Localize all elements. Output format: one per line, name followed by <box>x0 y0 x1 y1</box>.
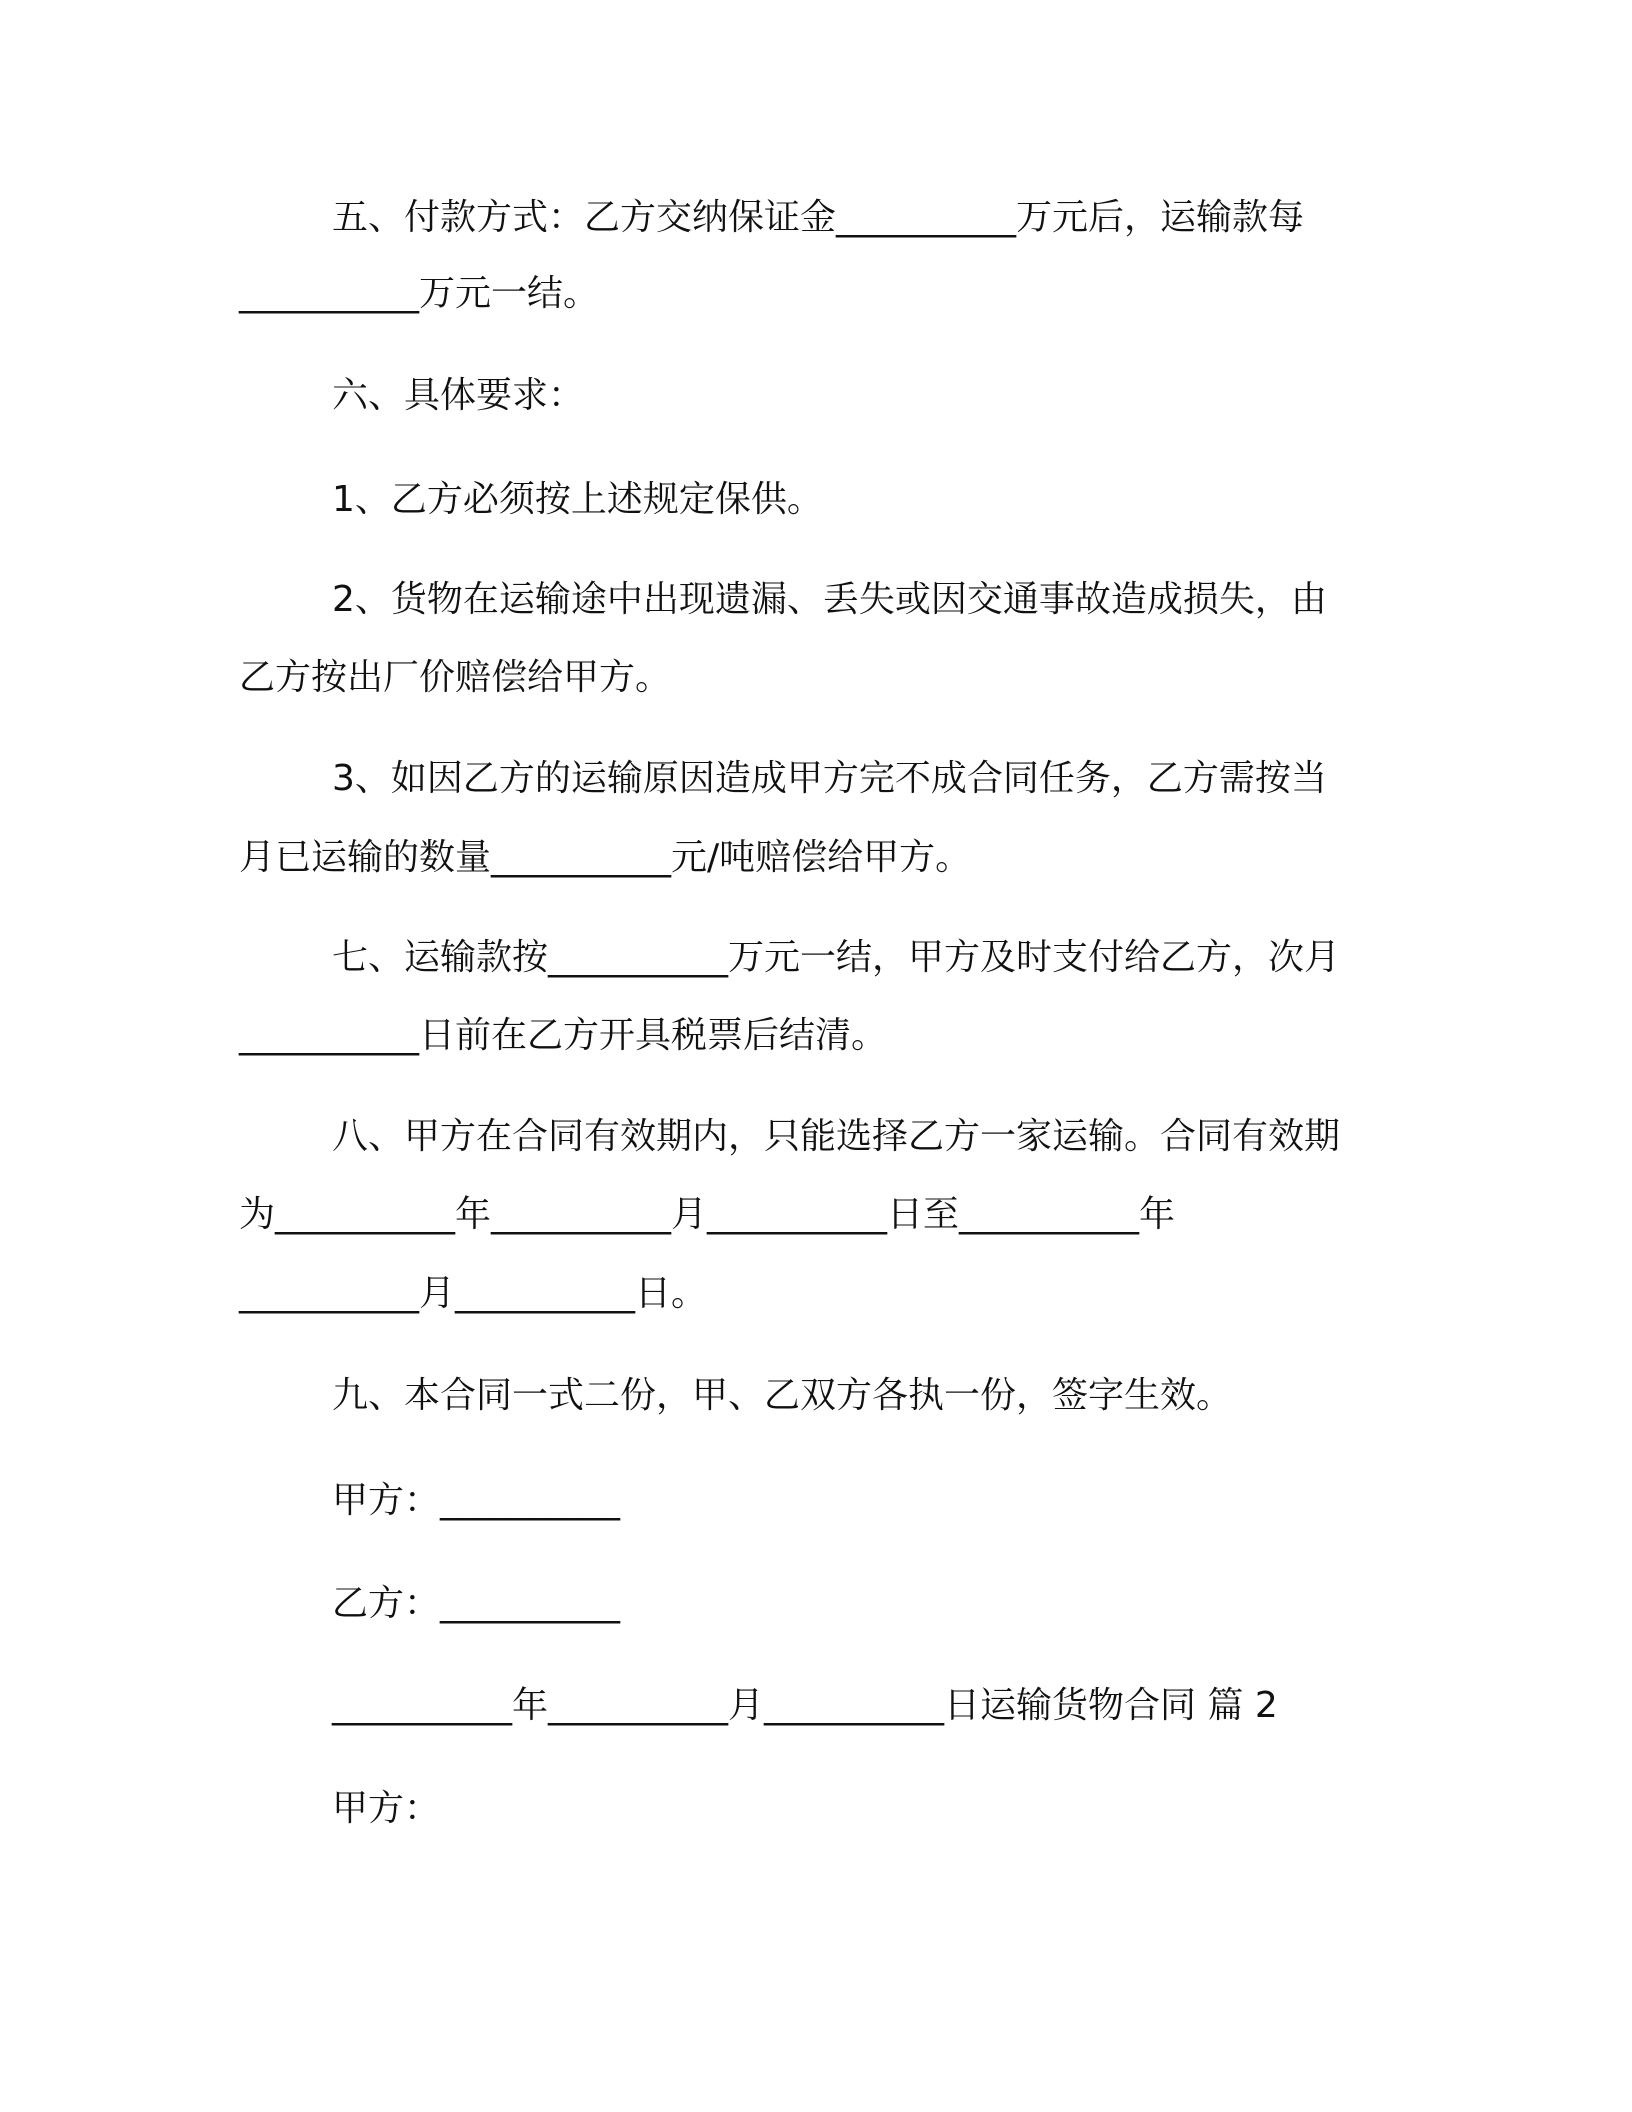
next-contract-title: __________年__________月__________日运输货物合同 篇 2 <box>332 1685 1278 1726</box>
clause-6-item-3-line-2: 月已运输的数量__________元/吨赔偿给甲方。 <box>239 837 972 878</box>
clause-8-line-1: 八、甲方在合同有效期内，只能选择乙方一家运输。合同有效期 <box>332 1116 1341 1157</box>
signature-party-a: 甲方：__________ <box>332 1480 621 1521</box>
next-contract-party-a: 甲方： <box>332 1788 441 1829</box>
clause-6-heading: 六、具体要求： <box>332 375 585 416</box>
clause-6-item-2-line-2: 乙方按出厂价赔偿给甲方。 <box>239 657 672 698</box>
clause-8-line-2: 为__________年__________月__________日至__________年 <box>239 1194 1175 1235</box>
clause-9-line-1: 九、本合同一式二份，甲、乙双方各执一份，签字生效。 <box>332 1375 1233 1416</box>
signature-party-b: 乙方：__________ <box>332 1583 621 1624</box>
clause-6-item-2-line-1: 2、货物在运输途中出现遗漏、丢失或因交通事故造成损失，由 <box>332 579 1327 620</box>
clause-8-line-3: __________月__________日。 <box>239 1273 708 1314</box>
clause-6-item-1: 1、乙方必须按上述规定保供。 <box>332 479 823 520</box>
clause-5-line-1: 五、付款方式：乙方交纳保证金__________万元后，运输款每 <box>332 197 1305 238</box>
clause-5-line-2: __________万元一结。 <box>239 273 600 314</box>
clause-6-item-3-line-1: 3、如因乙方的运输原因造成甲方完不成合同任务，乙方需按当 <box>332 758 1327 799</box>
clause-7-line-1: 七、运输款按__________万元一结，甲方及时支付给乙方，次月 <box>332 937 1341 978</box>
clause-7-line-2: __________日前在乙方开具税票后结清。 <box>239 1015 888 1056</box>
